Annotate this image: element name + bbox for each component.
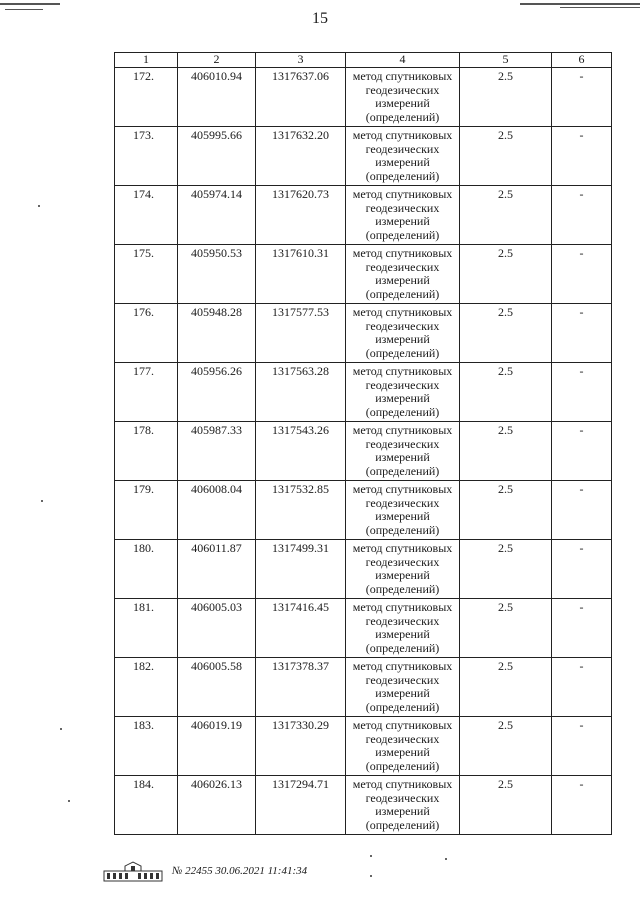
coordinate-x: 406005.03 <box>178 599 256 658</box>
coordinate-y: 1317532.85 <box>256 481 346 540</box>
description-cell: - <box>552 422 612 481</box>
method-cell: метод спутниковых геодезических измерений (определений) <box>346 127 460 186</box>
coordinate-y: 1317378.37 <box>256 658 346 717</box>
description-cell: - <box>552 363 612 422</box>
table-row <box>115 186 612 245</box>
page-number: 15 <box>312 10 328 27</box>
row-number: 174. <box>115 186 178 245</box>
description-cell: - <box>552 540 612 599</box>
coordinate-y: 1317610.31 <box>256 245 346 304</box>
coordinate-x: 406011.87 <box>178 540 256 599</box>
accuracy-cell: 2.5 <box>460 422 552 481</box>
description-cell: - <box>552 186 612 245</box>
coordinate-y: 1317294.71 <box>256 776 346 835</box>
scan-dot <box>41 500 43 502</box>
scan-dot <box>445 858 447 860</box>
accuracy-cell: 2.5 <box>460 540 552 599</box>
table-row <box>115 127 612 186</box>
scan-mark-top-left <box>0 3 60 5</box>
accuracy-cell: 2.5 <box>460 717 552 776</box>
method-cell: метод спутниковых геодезических измерений (определений) <box>346 717 460 776</box>
scan-dot <box>370 855 372 857</box>
method-cell: метод спутниковых геодезических измерений (определений) <box>346 540 460 599</box>
header-col-3: 3 <box>256 53 346 68</box>
row-number: 184. <box>115 776 178 835</box>
header-col-5: 5 <box>460 53 552 68</box>
header-col-2: 2 <box>178 53 256 68</box>
row-number: 175. <box>115 245 178 304</box>
row-number: 178. <box>115 422 178 481</box>
accuracy-cell: 2.5 <box>460 245 552 304</box>
method-cell: метод спутниковых геодезических измерений (определений) <box>346 186 460 245</box>
coordinate-x: 405956.26 <box>178 363 256 422</box>
description-cell: - <box>552 245 612 304</box>
coordinate-x: 405950.53 <box>178 245 256 304</box>
coordinate-x: 406010.94 <box>178 68 256 127</box>
coordinate-y: 1317563.28 <box>256 363 346 422</box>
header-row <box>115 53 612 68</box>
method-cell: метод спутниковых геодезических измерений (определений) <box>346 363 460 422</box>
table-row <box>115 422 612 481</box>
row-number: 182. <box>115 658 178 717</box>
row-number: 183. <box>115 717 178 776</box>
scan-dot <box>68 800 70 802</box>
row-number: 176. <box>115 304 178 363</box>
coordinate-y: 1317416.45 <box>256 599 346 658</box>
coordinate-x: 405987.33 <box>178 422 256 481</box>
table-row <box>115 245 612 304</box>
coordinate-y: 1317330.29 <box>256 717 346 776</box>
scan-mark-top-right-2 <box>560 7 640 8</box>
method-cell: метод спутниковых геодезических измерений (определений) <box>346 776 460 835</box>
header-col-4: 4 <box>346 53 460 68</box>
description-cell: - <box>552 127 612 186</box>
accuracy-cell: 2.5 <box>460 68 552 127</box>
table-row <box>115 304 612 363</box>
description-cell: - <box>552 776 612 835</box>
row-number: 177. <box>115 363 178 422</box>
coordinate-x: 405948.28 <box>178 304 256 363</box>
table-row <box>115 363 612 422</box>
method-cell: метод спутниковых геодезических измерений (определений) <box>346 658 460 717</box>
row-number: 179. <box>115 481 178 540</box>
description-cell: - <box>552 68 612 127</box>
scan-mark-top-right <box>520 3 640 5</box>
accuracy-cell: 2.5 <box>460 127 552 186</box>
row-number: 173. <box>115 127 178 186</box>
method-cell: метод спутниковых геодезических измерений (определений) <box>346 245 460 304</box>
coordinate-y: 1317577.53 <box>256 304 346 363</box>
coordinate-y: 1317637.06 <box>256 68 346 127</box>
scan-dot <box>60 728 62 730</box>
accuracy-cell: 2.5 <box>460 363 552 422</box>
coordinate-y: 1317620.73 <box>256 186 346 245</box>
method-cell: метод спутниковых геодезических измерений (определений) <box>346 599 460 658</box>
accuracy-cell: 2.5 <box>460 304 552 363</box>
coordinate-x: 406019.19 <box>178 717 256 776</box>
accuracy-cell: 2.5 <box>460 776 552 835</box>
coordinate-y: 1317632.20 <box>256 127 346 186</box>
table-row <box>115 68 612 127</box>
table-row <box>115 599 612 658</box>
method-cell: метод спутниковых геодезических измерений (определений) <box>346 481 460 540</box>
coordinates-table <box>114 52 612 835</box>
building-seal-icon <box>103 860 163 882</box>
table-row <box>115 540 612 599</box>
table-row <box>115 776 612 835</box>
description-cell: - <box>552 717 612 776</box>
coordinate-x: 405974.14 <box>178 186 256 245</box>
description-cell: - <box>552 658 612 717</box>
row-number: 172. <box>115 68 178 127</box>
accuracy-cell: 2.5 <box>460 658 552 717</box>
description-cell: - <box>552 599 612 658</box>
registration-stamp-text: № 22455 30.06.2021 11:41:34 <box>172 865 308 877</box>
header-col-6: 6 <box>552 53 612 68</box>
accuracy-cell: 2.5 <box>460 481 552 540</box>
row-number: 181. <box>115 599 178 658</box>
scan-dot <box>38 205 40 207</box>
coordinate-y: 1317543.26 <box>256 422 346 481</box>
method-cell: метод спутниковых геодезических измерений (определений) <box>346 304 460 363</box>
accuracy-cell: 2.5 <box>460 599 552 658</box>
coordinate-x: 406026.13 <box>178 776 256 835</box>
scan-dot <box>370 875 372 877</box>
table-row <box>115 658 612 717</box>
coordinate-x: 406005.58 <box>178 658 256 717</box>
description-cell: - <box>552 481 612 540</box>
header-col-1: 1 <box>115 53 178 68</box>
coordinate-x: 406008.04 <box>178 481 256 540</box>
description-cell: - <box>552 304 612 363</box>
row-number: 180. <box>115 540 178 599</box>
table-row <box>115 717 612 776</box>
table-row <box>115 481 612 540</box>
coordinate-y: 1317499.31 <box>256 540 346 599</box>
method-cell: метод спутниковых геодезических измерений (определений) <box>346 68 460 127</box>
accuracy-cell: 2.5 <box>460 186 552 245</box>
method-cell: метод спутниковых геодезических измерений (определений) <box>346 422 460 481</box>
coordinate-x: 405995.66 <box>178 127 256 186</box>
